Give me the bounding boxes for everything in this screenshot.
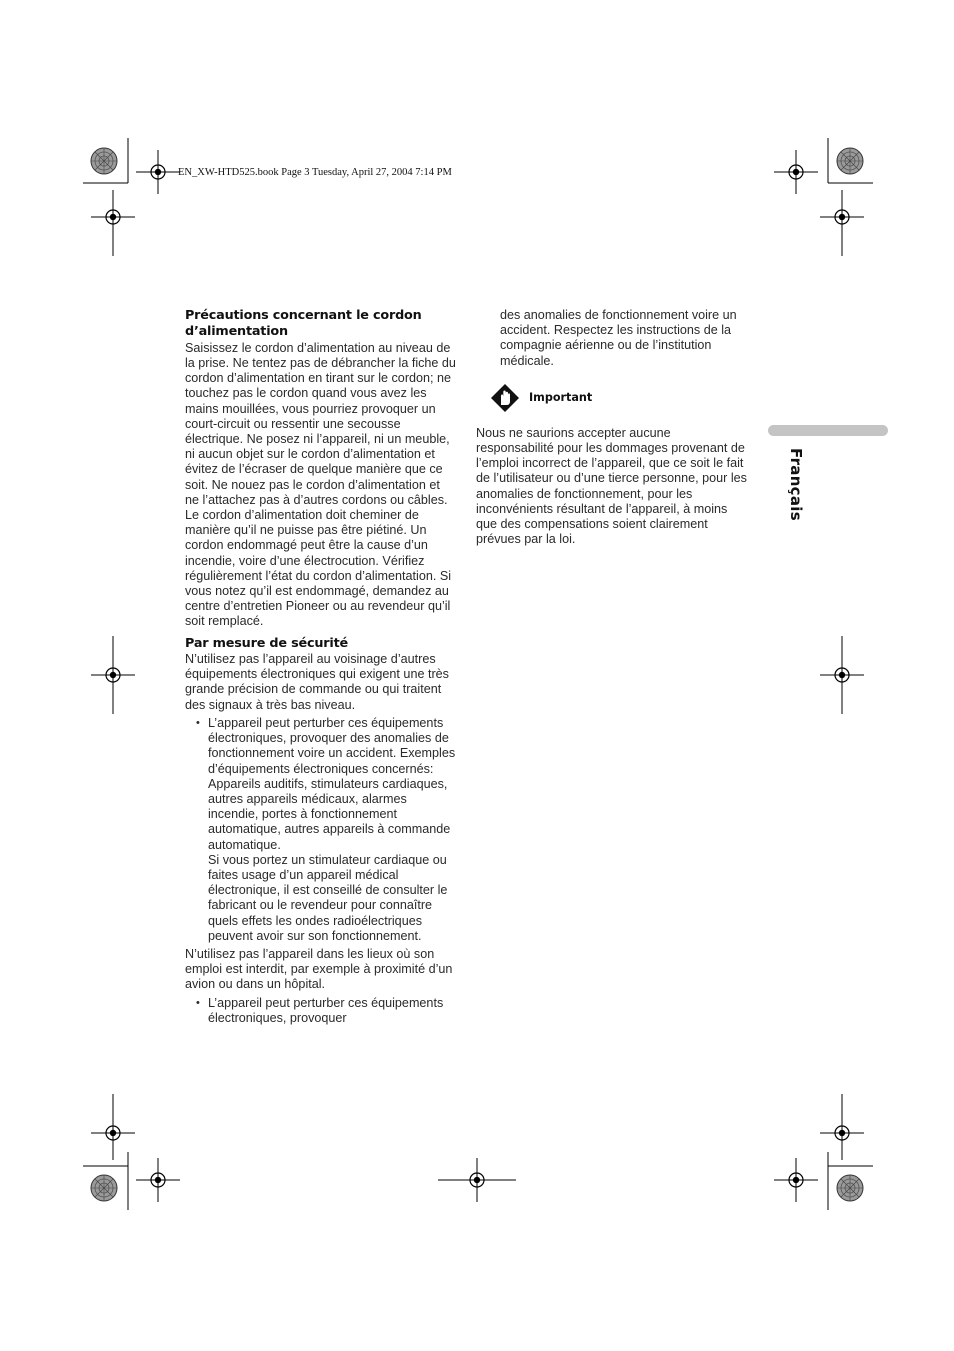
bullet-continuation: des anomalies de fonctionnement voire un accident. Respectez les instructions de la compagnie aérienne ou de l’institution médicale. — [500, 308, 737, 368]
safety-para-2: N’utilisez pas l’appareil dans les lieux où son emploi est interdit, par exemple à proximité d’un avion ou dans un hôpital. — [185, 946, 453, 992]
section-title-power-cord: Précautions concernant le cordon d’alimentation — [185, 308, 422, 340]
section-body-power-cord: Saisissez le cordon d’alimentation au niveau de la prise. Ne tentez pas de débrancher la fiche du cordon d’alimentation en tirant sur le cordon; ne touchez pas le cordon quand vous avez les mains mouillées, vous pourriez provoquer un court-circuit ou ressentir une secousse électrique. Ne posez ni l’appareil, ni un meuble, ni aucun objet sur le cordon d’alimentation et évitez de l’écraser de quelque manière que ce soit. Ne nouez pas le cordon d’alimentation et ne l’attachez pas à d’autres cordons ou câbles. Le cordon d’alimentation doit cheminer de manière qu’il ne puisse pas être piétiné. Un cordon endommagé peut être la cause d’un incendie, voire d’une électrocution. Vérifiez régulièrement l’état du cordon d’alimentation. Si vous notez qu’il est endommagé, demandez au centre d’entretien Pioneer ou au revendeur qu’il soit remplacé. — [185, 340, 456, 629]
right-column — [476, 308, 748, 550]
language-tab-bar — [768, 425, 888, 436]
star-target-bottom-right — [837, 1175, 863, 1201]
registration-mark-top-right-a — [774, 150, 818, 194]
registration-mark-bottom-right-b — [774, 1158, 818, 1202]
safety-intro: N’utilisez pas l’appareil au voisinage d’autres équipements électroniques qui exigent une très grande précision de commande ou qui traitent des signaux à très bas niveau. — [185, 652, 449, 712]
important-heading — [490, 383, 748, 413]
list-item: • L’appareil peut perturber ces équipements électroniques, provoquer — [185, 996, 457, 1026]
safety-bullet-list-2 — [185, 996, 457, 1026]
bullet-examples: Appareils auditifs, stimulateurs cardiaques, autres appareils médicaux, alarmes incendie, portes à fonctionnement automatique, autres appareils à commande automatique. — [208, 776, 451, 852]
important-label: Important — [529, 391, 593, 405]
list-item — [185, 716, 457, 944]
star-target-bottom-left — [91, 1175, 117, 1201]
language-tab-label: Français — [787, 448, 805, 521]
bullet-text: • L’appareil peut perturber ces équipements électroniques, provoquer des anomalies de fonctionnement voire un accident. Exemples d’équipements électroniques concernés: — [208, 715, 456, 776]
bullet-advice: Si vous portez un stimulateur cardiaque ou faites usage d’un appareil médical électronique, il est conseillé de consulter le fabricant ou le revendeur pour connaître quels effets les ondes radioélectriques peuvent avoir sur son fonctionnement. — [208, 852, 448, 943]
safety-bullet-list-1 — [185, 716, 457, 944]
registration-mark-bottom-left-b — [136, 1158, 180, 1202]
book-header-slug: EN_XW-HTD525.book Page 3 Tuesday, April 27, 2004 7:14 PM — [178, 167, 452, 178]
section-title-safety: Par mesure de sécurité — [185, 635, 349, 651]
left-column — [185, 308, 457, 1029]
important-text: Nous ne saurions accepter aucune responsabilité pour les dommages provenant de l’emploi incorrect de l’appareil, que ce soit le fait de l’utilisateur ou d’une tierce personne, pour les anomalies de fonctionnement, pour les inconvénients résultant de l’appareil, à moins que des compensations soient clairement prévues par la loi. — [476, 425, 747, 547]
registration-mark-top-left-a — [136, 150, 180, 194]
star-target-top-right — [837, 148, 863, 174]
important-hand-icon — [490, 383, 520, 413]
star-target-top-left — [91, 148, 117, 174]
